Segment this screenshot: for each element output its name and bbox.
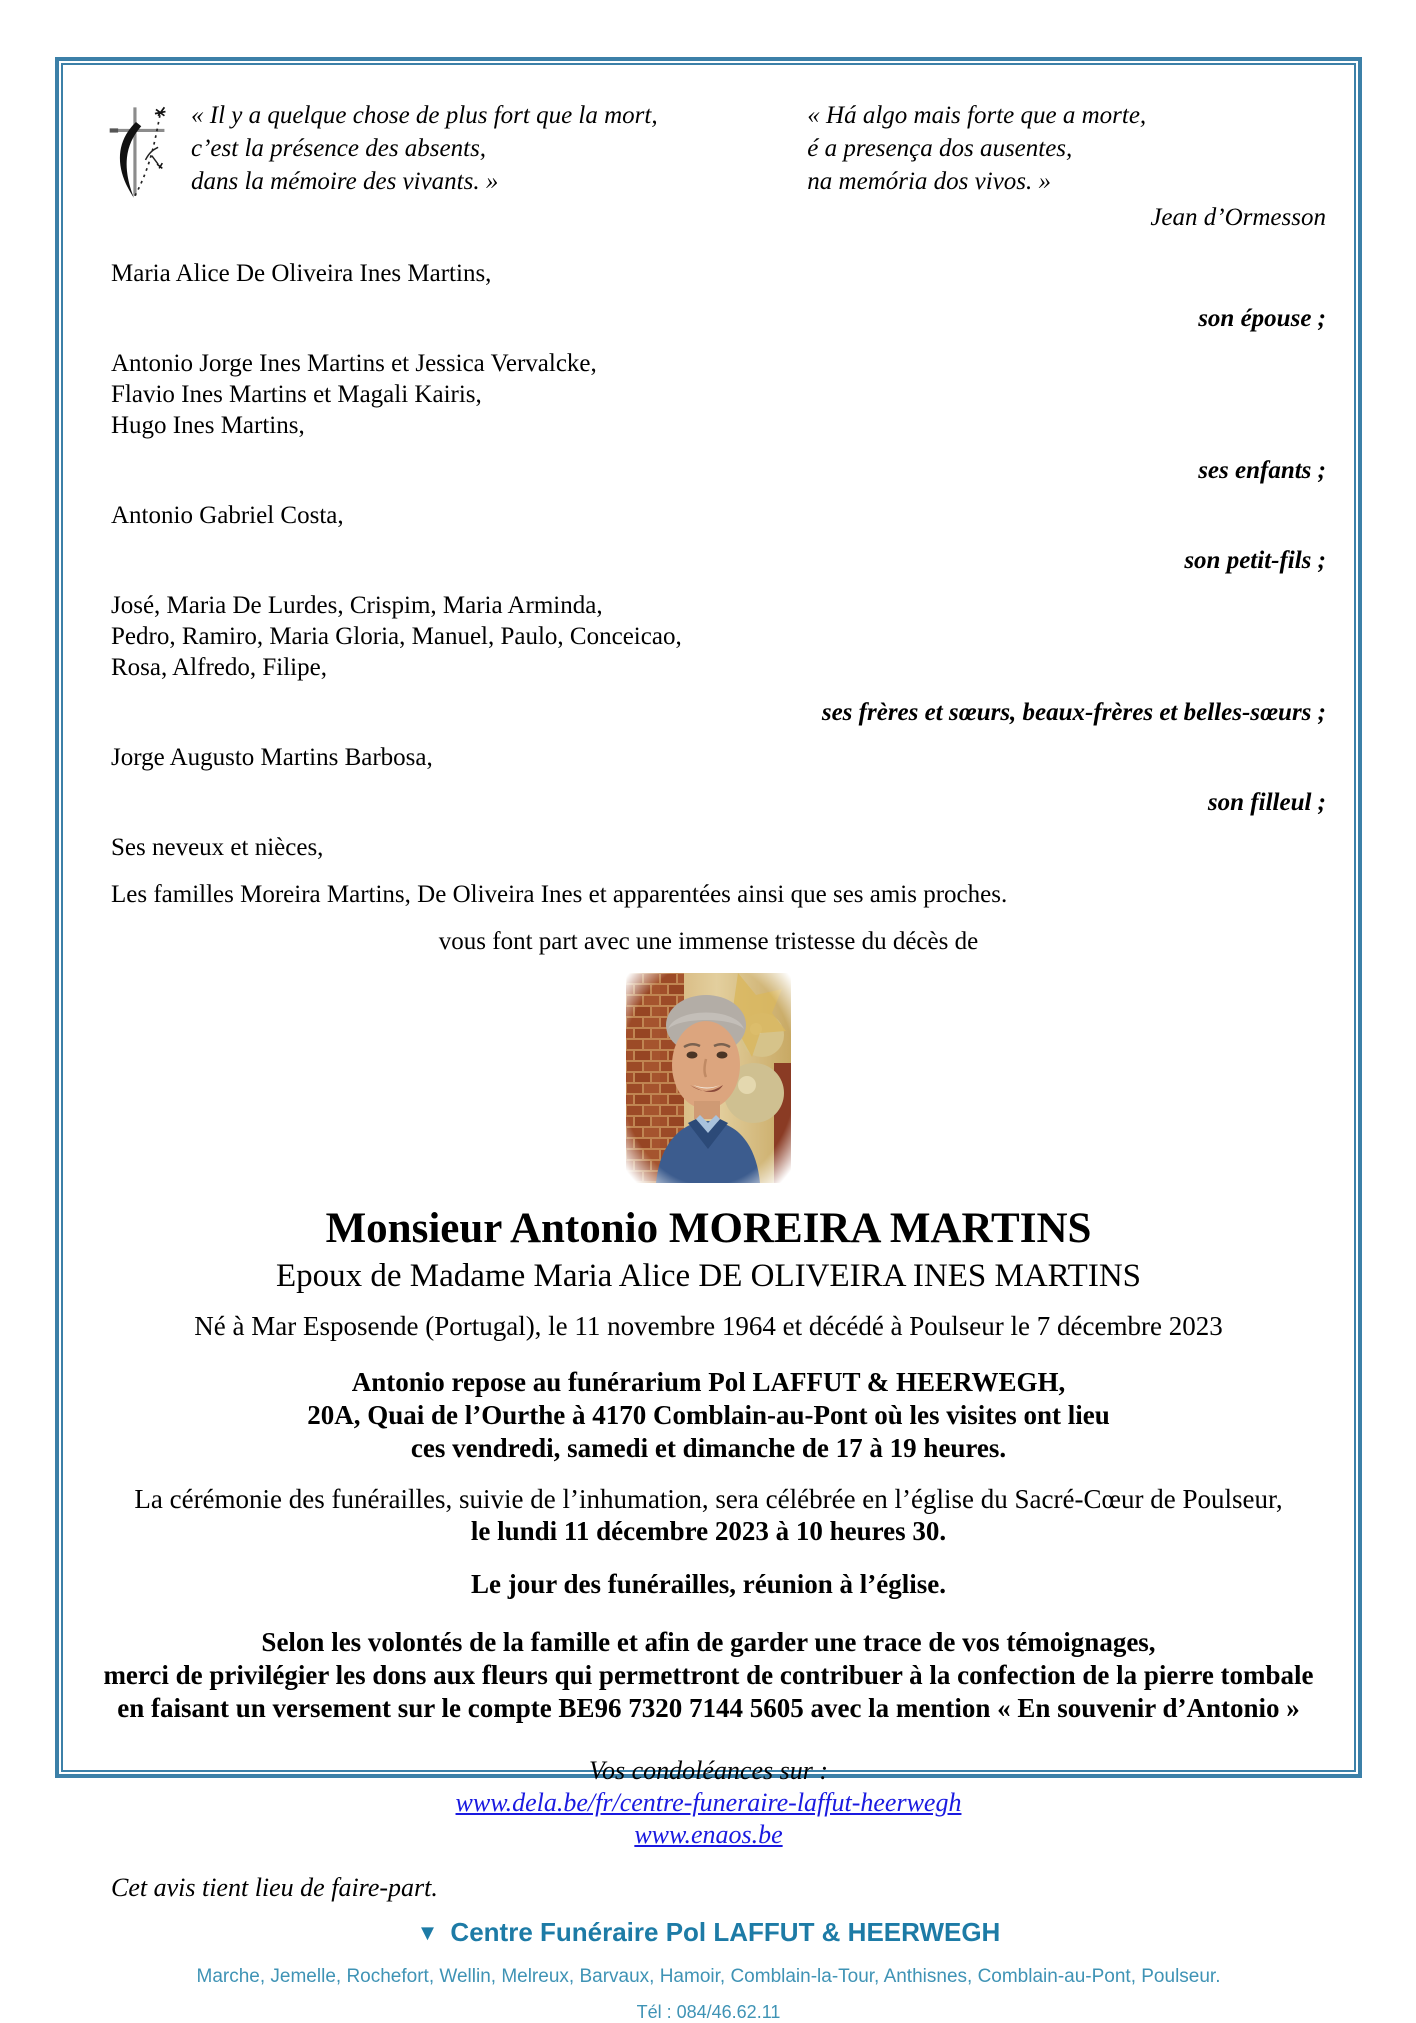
family-siblings-1: José, Maria De Lurdes, Crispim, Maria Arminda, <box>111 592 603 619</box>
family-godson: Jorge Augusto Martins Barbosa, <box>111 744 433 771</box>
reunion-line: Le jour des funérailles, réunion à l’église. <box>471 1569 946 1599</box>
quote-portuguese-line2: é a presença dos ausentes, <box>807 135 1073 162</box>
donation-block <box>91 1626 1326 1725</box>
relation-children: ses enfants ; <box>1198 457 1326 484</box>
condolences-section <box>91 1755 1326 1851</box>
family-grandson: Antonio Gabriel Costa, <box>111 502 344 529</box>
family-child-2: Flavio Ines Martins et Magali Kairis, <box>111 381 482 408</box>
family-child-1: Antonio Jorge Ines Martins et Jessica Vervalcke, <box>111 350 597 377</box>
quote-french-line1: « Il y a quelque chose de plus fort que la mort, <box>191 102 658 129</box>
quote-author: Jean d’Ormesson <box>1150 204 1326 231</box>
page-border-frame <box>55 57 1362 2022</box>
funeral-home-towns: Marche, Jemelle, Rochefort, Wellin, Melreux, Barvaux, Hamoir, Comblain-la-Tour, Anthisnes, Comblain-au-Pont, Poulseur. <box>196 1966 1221 1987</box>
funeral-home-heading <box>91 1917 1326 1948</box>
quote-french-block <box>91 99 807 201</box>
announcement-line: vous font part avec une immense tristesse du décès de <box>438 928 979 955</box>
deceased-name: Monsieur Antonio MOREIRA MARTINS <box>325 1205 1092 1252</box>
condolences-link-dela[interactable]: www.dela.be/fr/centre-funeraire-laffut-heerwegh <box>455 1788 962 1817</box>
deceased-spouse-line: Epoux de Madame Maria Alice DE OLIVEIRA INES MARTINS <box>275 1258 1142 1294</box>
repose-line3: ces vendredi, samedi et dimanche de 17 à 19 heures. <box>410 1433 1007 1463</box>
repose-line2: 20A, Quai de l’Ourthe à 4170 Comblain-au-Pont où les visites ont lieu <box>307 1400 1110 1430</box>
ceremony-line: La cérémonie des funérailles, suivie de l’inhumation, sera célébrée en l’église du Sacré-Cœur de Poulseur, <box>134 1484 1283 1514</box>
family-nephews: Ses neveux et nièces, <box>111 834 324 861</box>
funeral-home-phone: Tél : 084/46.62.11 <box>636 2002 781 2022</box>
quote-french-line3: dans la mémoire des vivants. » <box>191 168 499 195</box>
quote-french-line2: c’est la présence des absents, <box>191 135 487 162</box>
family-siblings-2: Pedro, Ramiro, Maria Gloria, Manuel, Paulo, Conceicao, <box>111 623 682 650</box>
relation-godson: son filleul ; <box>1207 789 1326 816</box>
triangle-down-icon: ▼ <box>416 1920 439 1945</box>
repose-line1: Antonio repose au funérarium Pol LAFFUT & HEERWEGH, <box>351 1367 1066 1397</box>
funeral-home-name: Centre Funéraire Pol LAFFUT & HEERWEGH <box>450 1917 1001 1947</box>
quote-portuguese-line3: na memória dos vivos. » <box>807 168 1052 195</box>
family-spouse-name: Maria Alice De Oliveira Ines Martins, <box>111 260 492 287</box>
ceremony-date-line: le lundi 11 décembre 2023 à 10 heures 30. <box>470 1516 947 1546</box>
quote-portuguese <box>807 99 1326 198</box>
donation-line1: Selon les volontés de la famille et afin de garder une trace de vos témoignages, <box>261 1627 1156 1657</box>
relation-siblings: ses frères et sœurs, beaux-frères et belles-sœurs ; <box>821 699 1326 726</box>
relation-spouse: son épouse ; <box>1198 305 1326 332</box>
families-line: Les familles Moreira Martins, De Oliveira Ines et apparentées ainsi que ses amis proches. <box>111 881 1008 908</box>
cross-icon <box>103 101 169 201</box>
condolences-link-enaos[interactable]: www.enaos.be <box>634 1820 783 1849</box>
condolences-label: Vos condoléances sur : <box>588 1756 828 1785</box>
notice-line: Cet avis tient lieu de faire-part. <box>111 1873 438 1902</box>
relation-grandson: son petit-fils ; <box>1184 547 1326 574</box>
family-siblings-3: Rosa, Alfredo, Filipe, <box>111 654 327 681</box>
family-section <box>91 258 1326 957</box>
repose-block <box>91 1366 1326 1465</box>
quotes-section <box>91 99 1326 232</box>
family-child-3: Hugo Ines Martins, <box>111 412 305 439</box>
quote-french <box>191 99 658 198</box>
quote-portuguese-line1: « Há algo mais forte que a morte, <box>807 102 1147 129</box>
donation-line2: merci de privilégier les dons aux fleurs qui permettront de contribuer à la confection de la pierre tombale <box>103 1660 1314 1690</box>
donation-line3: en faisant un versement sur le compte BE96 7320 7144 5605 avec la mention « En souvenir d’Antonio » <box>117 1693 1300 1723</box>
page-content <box>61 63 1356 2022</box>
quote-portuguese-block <box>807 99 1326 232</box>
birth-death-line: Né à Mar Esposende (Portugal), le 11 novembre 1964 et décédé à Poulseur le 7 décembre 2023 <box>194 1311 1223 1341</box>
portrait-photo <box>626 973 791 1183</box>
